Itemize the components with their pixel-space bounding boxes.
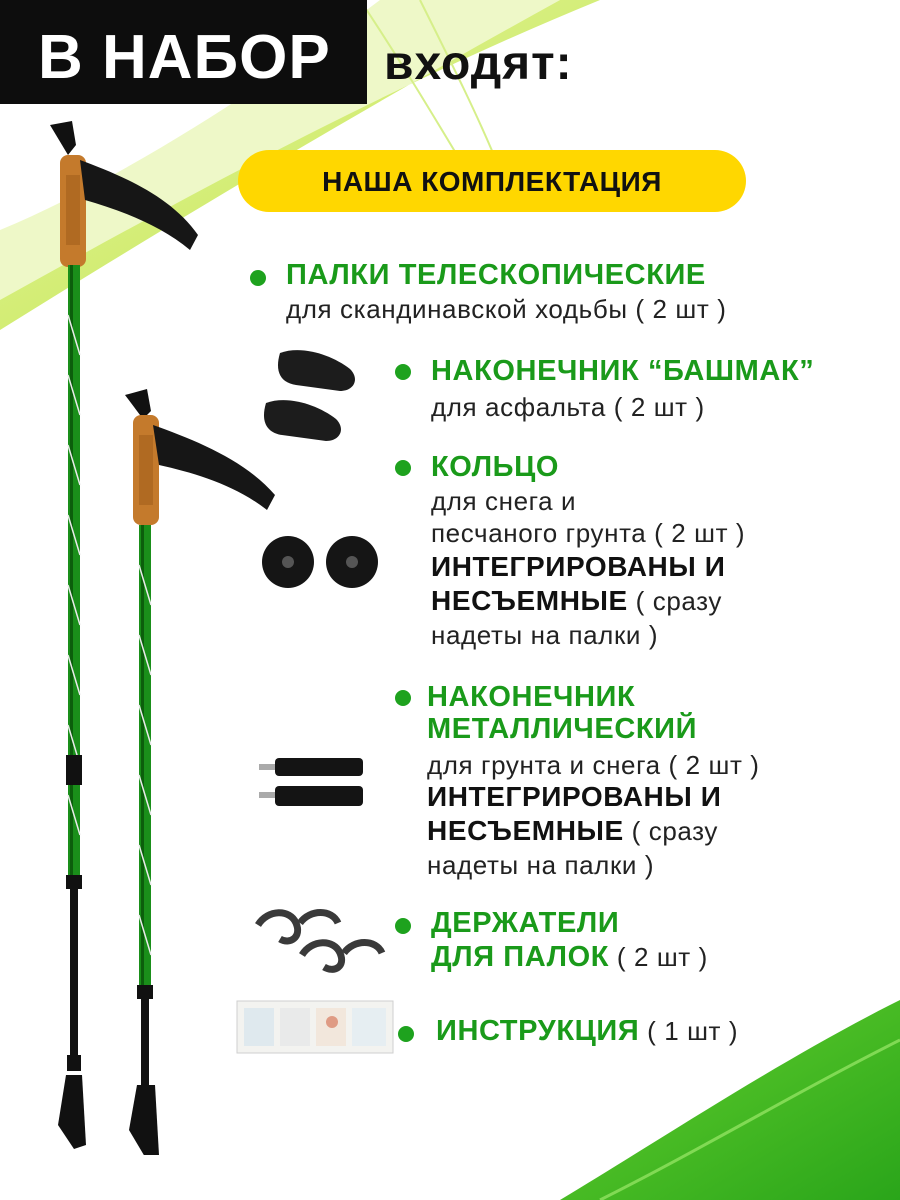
bullet-icon <box>250 270 266 286</box>
bullet-icon <box>395 364 411 380</box>
item-note-line3: надеты на палки ) <box>431 620 659 650</box>
item-note-line2 <box>431 584 722 618</box>
item-note-bold-line2: НЕСЪЕМНЫЕ <box>431 585 628 616</box>
item-quantity: ( 2 шт ) <box>609 942 708 972</box>
item-heading: ПАЛКИ ТЕЛЕСКОПИЧЕСКИЕ <box>286 259 706 291</box>
item-heading-line1: ДЕРЖАТЕЛИ <box>431 907 620 939</box>
bullet-icon <box>398 1026 414 1042</box>
item-note-text1: ( сразу <box>623 816 718 846</box>
bullet-icon <box>395 460 411 476</box>
item-heading-text: ИНСТРУКЦИЯ <box>436 1015 640 1047</box>
item-description: для скандинавской ходьбы ( 2 шт ) <box>286 294 727 324</box>
item-description: для асфальта ( 2 шт ) <box>431 392 705 422</box>
item-note-bold-line1: ИНТЕГРИРОВАНЫ И <box>427 781 722 812</box>
pole-holder-clips <box>250 905 390 975</box>
instruction-leaflet <box>236 1000 394 1054</box>
item-heading-line2 <box>431 940 708 974</box>
asphalt-paw-tips <box>262 345 372 450</box>
item-note-line2 <box>427 814 718 848</box>
item-note-text1: ( сразу <box>627 586 722 616</box>
metal-tips <box>255 752 367 812</box>
item-note-line3: надеты на палки ) <box>427 850 655 880</box>
item-quantity: ( 1 шт ) <box>639 1016 739 1046</box>
item-heading <box>436 1014 738 1048</box>
item-note-bold-line1: ИНТЕГРИРОВАНЫ И <box>431 551 726 582</box>
kit-badge-label: НАША КОМПЛЕКТАЦИЯ <box>322 166 662 197</box>
item-note-bold-line2: НЕСЪЕМНЫЕ <box>427 815 624 846</box>
bullet-icon <box>395 918 411 934</box>
title-banner-text: В НАБОР <box>38 23 331 92</box>
item-heading-line2-text: ДЛЯ ПАЛОК <box>431 941 610 973</box>
item-heading: НАКОНЕЧНИК “БАШМАК” <box>431 355 815 387</box>
title-suffix: входят: <box>384 37 573 90</box>
snow-baskets <box>260 532 380 592</box>
item-description: для грунта и снега ( 2 шт ) <box>427 750 760 780</box>
item-description-line2: песчаного грунта ( 2 шт ) <box>431 518 746 548</box>
item-heading-line1: НАКОНЕЧНИК <box>427 681 636 713</box>
item-description-line1: для снега и <box>431 486 577 516</box>
item-heading: КОЛЬЦО <box>431 451 560 483</box>
item-heading-line2: МЕТАЛЛИЧЕСКИЙ <box>427 713 698 745</box>
kit-badge <box>238 150 746 212</box>
title-banner <box>0 0 367 104</box>
bullet-icon <box>395 690 411 706</box>
